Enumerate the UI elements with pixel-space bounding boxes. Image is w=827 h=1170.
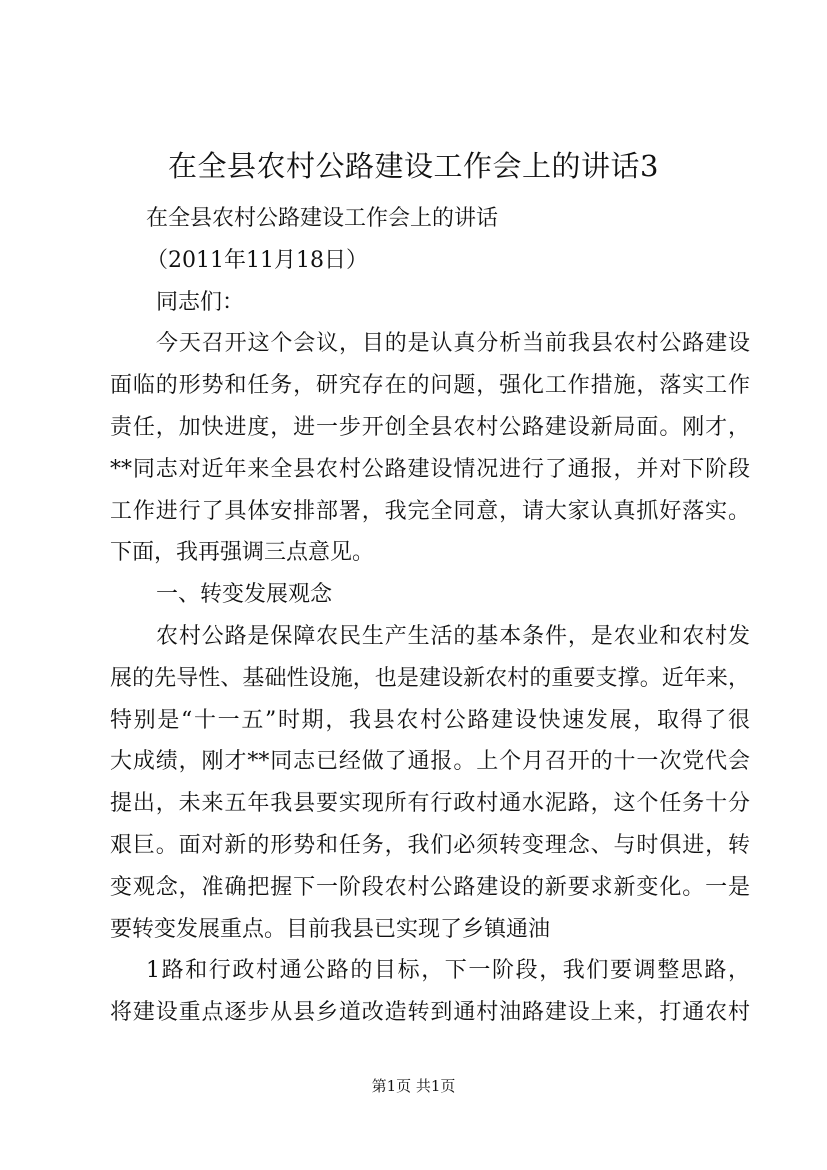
paragraph-line: 工作进行了具体安排部署，我完全同意，请大家认真抓好落实。	[110, 498, 750, 524]
paragraph-line: 今天召开这个会议，目的是认真分析当前我县农村公路建设	[156, 331, 750, 357]
subtitle-line: 在全县农村公路建设工作会上的讲话	[146, 206, 499, 231]
paragraph-line: 要转变发展重点。目前我县已实现了乡镇通油	[110, 916, 551, 942]
paragraph-line: 下面，我再强调三点意见。	[110, 540, 375, 566]
paragraph-line: 艰巨。面对新的形势和任务，我们必须转变理念、与时俱进，转	[110, 832, 750, 858]
paragraph-line: **同志对近年来全县农村公路建设情况进行了通报，并对下阶段	[110, 456, 750, 482]
paragraph-line: 责任，加快进度，进一步开创全县农村公路建设新局面。刚才，	[110, 414, 750, 440]
paragraph-line: 大成绩，刚才**同志已经做了通报。上个月召开的十一次党代会	[110, 749, 750, 775]
document-body	[110, 198, 750, 1034]
paragraph-line: 1路和行政村通公路的目标，下一阶段，我们要调整思路，	[146, 958, 750, 984]
page-footer: 第1页 共1页	[371, 1077, 456, 1095]
paragraph-line: 农村公路是保障农民生产生活的基本条件，是农业和农村发	[156, 623, 750, 649]
paragraph-line: 展的先导性、基础性设施，也是建设新农村的重要支撑。近年来，	[110, 665, 750, 691]
paragraph-line: 将建设重点逐步从县乡道改造转到通村油路建设上来，打通农村	[110, 1000, 750, 1026]
paragraph-line: 面临的形势和任务，研究存在的问题，强化工作措施，落实工作	[110, 373, 750, 399]
paragraph-line: 提出，未来五年我县要实现所有行政村通水泥路，这个任务十分	[110, 791, 750, 817]
date-line: （2011年11月18日）	[146, 247, 368, 273]
paragraph-line: 特别是“十一五”时期，我县农村公路建设快速发展，取得了很	[110, 707, 750, 733]
document-title: 在全县农村公路建设工作会上的讲话3	[168, 149, 659, 183]
paragraph-line: 变观念，准确把握下一阶段农村公路建设的新要求新变化。一是	[110, 874, 750, 900]
section-heading: 一、转变发展观念	[156, 582, 333, 608]
salutation-line: 同志们：	[156, 289, 245, 315]
